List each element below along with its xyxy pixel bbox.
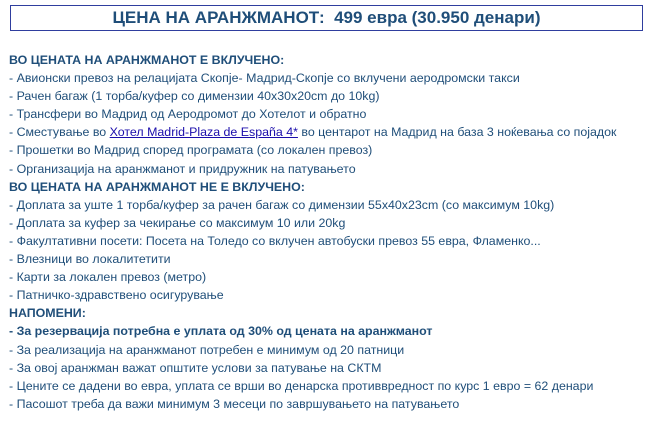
notes-item: - За реализација на аранжманот потребен е минимум од 20 патници xyxy=(9,342,405,357)
not-included-item: - Факултативни посети: Посета на Толедо со вклучен автобуски превоз 55 евра, Фламенко... xyxy=(9,233,541,248)
included-heading: ВО ЦЕНАТА НА АРАНЖМАНОТ Е ВКЛУЧЕНО: xyxy=(9,53,285,67)
hotel-suffix: во центарот на Мадрид на база 3 ноќевања со појадок xyxy=(297,125,617,140)
notes-reservation-item: - За резервација потребна е уплата од 30% од цената на аранжманот xyxy=(9,324,433,339)
notes-item: - Пасошот треба да важи минимум 3 месеци по завршувањето на патувањето xyxy=(9,396,460,411)
arrangement-details xyxy=(9,51,657,413)
notes-item: - За овој аранжман важат општите услови за патување на СКТМ xyxy=(9,360,382,375)
not-included-item: - Карти за локален превоз (метро) xyxy=(9,270,207,285)
notes-item: - Цените се дадени во евра, уплата се врши во денарска противвредност по курс 1 евро = 62 денари xyxy=(9,378,594,393)
included-item: - Трансфери во Мадрид од Аеродромот до Хотелот и обратно xyxy=(9,107,367,122)
included-item: - Авионски превоз на релацијата Скопје- Мадрид-Скопје со вклучени аеродромски такси xyxy=(9,71,520,86)
included-item: - Рачен багаж (1 торба/куфер со димензии 40x30x20cm до 10kg) xyxy=(9,89,380,104)
hotel-prefix: - Сместување во xyxy=(9,125,110,140)
hotel-link[interactable]: Хотел Madrid-Plaza de España 4* xyxy=(109,125,298,140)
notes-heading: НАПОМЕНИ: xyxy=(9,306,86,321)
not-included-item: - Доплата за уште 1 торба/куфер за рачен багаж со димензии 55x40x23cm (со максимум 10kg) xyxy=(9,197,555,212)
included-item: - Организација на аранжманот и придружник на патувањето xyxy=(9,161,356,176)
price-value: 499 евра (30.950 денари) xyxy=(334,8,541,27)
not-included-item: - Патничко-здравствено осигурување xyxy=(9,288,224,303)
price-label: ЦЕНА НА АРАНЖМАНОТ: xyxy=(112,8,325,27)
not-included-item: - Влезници во локалитетити xyxy=(9,252,171,267)
price-banner xyxy=(10,5,643,31)
not-included-item: - Доплата за куфер за чекирање со максимум 10 или 20kg xyxy=(9,215,346,230)
included-item-hotel xyxy=(9,123,657,141)
included-item: - Прошетки во Мадрид според програмата (со локален превоз) xyxy=(9,143,373,158)
not-included-heading: ВО ЦЕНАТА НА АРАНЖМАНОТ НЕ Е ВКЛУЧЕНО: xyxy=(9,179,305,194)
